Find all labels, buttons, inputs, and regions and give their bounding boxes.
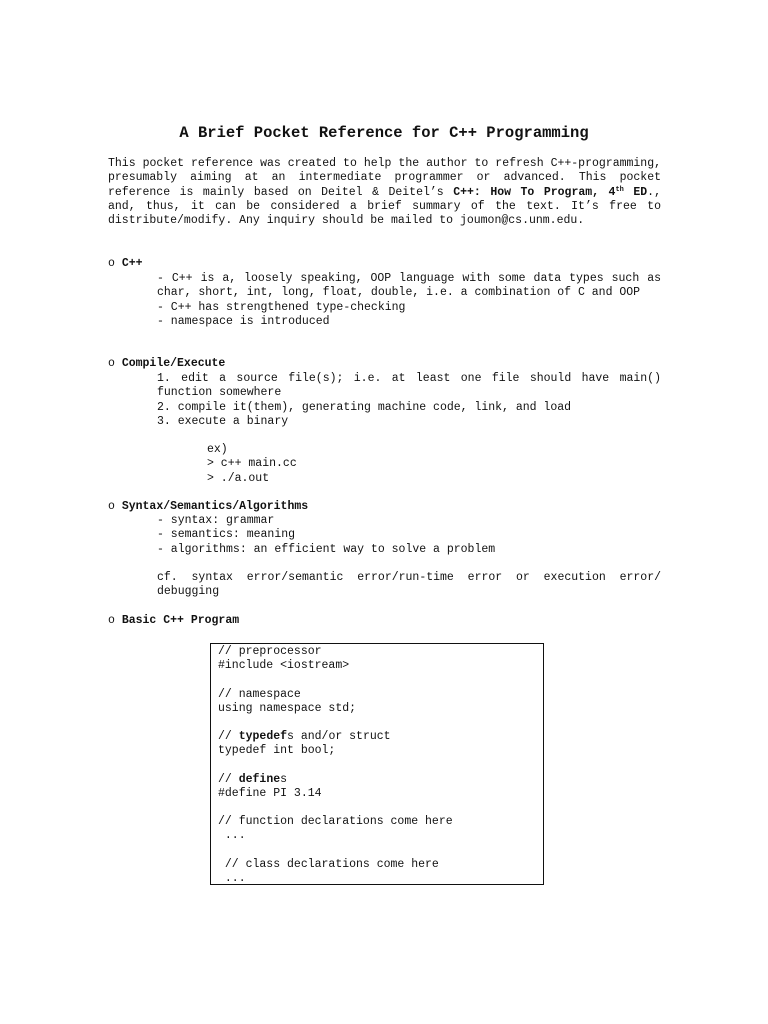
compile-example — [207, 443, 297, 486]
example-line: > ./a.out — [207, 471, 270, 485]
code-line: typedef int bool; — [218, 744, 336, 758]
intro-superscript: th — [615, 185, 624, 194]
section-bullet: o — [108, 614, 115, 627]
code-line — [218, 730, 543, 744]
code-fragment: // — [218, 730, 239, 744]
section-heading-compile — [108, 357, 225, 371]
code-blank-line — [218, 844, 543, 858]
code-blank-line — [218, 801, 543, 815]
section-bullet: o — [108, 257, 115, 270]
page-title: A Brief Pocket Reference for C++ Programming — [179, 124, 589, 142]
section-heading-basic — [108, 614, 239, 628]
code-line: ... — [218, 829, 246, 843]
code-keyword: typedef — [238, 730, 288, 744]
code-line: #define PI 3.14 — [218, 786, 322, 800]
code-listing — [210, 643, 544, 885]
section-heading-cpp — [108, 257, 143, 271]
section-title: Syntax/Semantics/Algorithms — [121, 500, 309, 513]
list-item: - syntax: grammar — [157, 514, 275, 527]
section-title: Basic C++ Program — [121, 614, 240, 627]
section-title: Compile/Execute — [121, 357, 226, 370]
code-fragment: s and/or struct — [287, 730, 391, 744]
code-fragment: s — [280, 772, 288, 786]
code-line: // function declarations come here — [218, 815, 453, 829]
list-item: 1. edit a source file(s); i.e. at least one file should have main() function somewhere — [157, 372, 661, 400]
list-item: - namespace is introduced — [157, 314, 330, 328]
list-item: 3. execute a binary — [157, 414, 289, 428]
intro-paragraph — [108, 157, 661, 228]
code-fragment: // — [218, 772, 239, 786]
section-body-compile — [157, 372, 661, 429]
intro-edition: ED — [623, 185, 648, 199]
list-item: - semantics: meaning — [157, 528, 296, 542]
code-line: // preprocessor — [218, 645, 322, 658]
list-item: - algorithms: an efficient way to solve a problem — [157, 542, 496, 556]
example-line: ex) — [207, 443, 228, 456]
code-line: // namespace — [218, 687, 301, 701]
example-line: > c++ main.cc — [207, 457, 297, 471]
note-text: cf. syntax error/semantic error/run-time error or execution error/ debugging — [157, 571, 661, 599]
intro-book-title: C++: How To Program, 4 — [453, 185, 616, 199]
code-line: #include <iostream> — [218, 659, 350, 673]
section-heading-syntax — [108, 500, 308, 514]
section-body-syntax — [157, 514, 661, 557]
code-blank-line — [218, 673, 543, 687]
code-blank-line — [218, 759, 543, 773]
code-line: // class declarations come here — [218, 857, 439, 871]
section-bullet: o — [108, 357, 115, 370]
section-bullet: o — [108, 500, 115, 513]
code-line: ... — [218, 872, 246, 885]
code-line: using namespace std; — [218, 701, 357, 715]
code-keyword: define — [238, 772, 281, 786]
list-item: 2. compile it(them), generating machine code, link, and load — [157, 400, 572, 414]
code-blank-line — [218, 716, 543, 730]
syntax-note — [157, 571, 661, 600]
intro-text-2: ., and, thus, it can be considered a brief summary of the text. It’s free to distribute/modify. Any inquiry should be mailed to joumon@cs.unm.edu. — [108, 185, 661, 228]
section-title: C++ — [121, 257, 143, 270]
list-item: - C++ is a, loosely speaking, OOP language with some data types such as char, short, int, long, float, double, i.e. a combination of C and OOP — [157, 272, 661, 300]
list-item: - C++ has strengthened type-checking — [157, 300, 406, 314]
section-body-cpp — [157, 272, 661, 329]
code-line — [218, 773, 543, 787]
intro-text-1: This pocket reference was created to help the author to refresh C++-programming, presumably aiming at an intermediate programmer or advanced. This pocket reference is mainly based on Deitel & Deitel’s — [108, 157, 661, 199]
